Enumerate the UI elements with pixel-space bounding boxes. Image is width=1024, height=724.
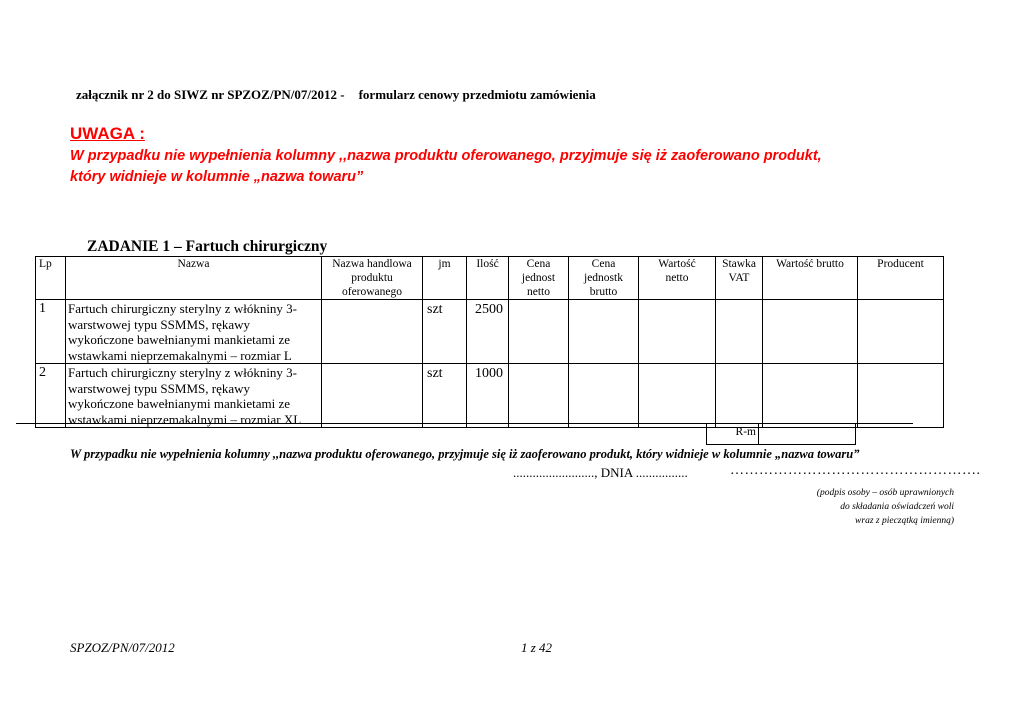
cell-wartosc-brutto[interactable]	[763, 364, 858, 428]
header-line: brutto	[589, 286, 618, 298]
task-title: ZADANIE 1 – Fartuch chirurgiczny	[87, 238, 328, 255]
document-header	[76, 87, 596, 103]
header-ilosc: Ilość	[467, 257, 509, 300]
caption-line: do składania oświadczeń woli	[840, 502, 954, 512]
cell-cena-netto[interactable]	[509, 364, 569, 428]
signature-caption	[760, 486, 954, 528]
description-line: wstawkami nieprzemakalnymi – rozmiar XL	[68, 411, 302, 427]
table-row	[36, 300, 944, 364]
description-line: warstwowej typu SSMMS, rękawy	[68, 316, 250, 332]
signature-line: …………………………………………….	[730, 463, 981, 478]
caption-line: (podpis osoby – osób uprawnionych	[816, 488, 954, 498]
summary-label	[706, 423, 759, 445]
cell-jm: szt	[423, 300, 467, 364]
header-stawka-vat	[716, 257, 763, 300]
cell-nazwa	[66, 300, 322, 364]
header-line: jednostk	[584, 272, 623, 284]
cell-lp: 1	[36, 300, 66, 364]
header-line: VAT	[728, 272, 750, 284]
footer-doc-number: SPZOZ/PN/07/2012	[70, 640, 175, 655]
cell-nazwa	[66, 364, 322, 428]
table-row	[36, 364, 944, 428]
header-jm: jm	[423, 257, 467, 300]
cell-lp: 2	[36, 364, 66, 428]
header-line: oferowanego	[341, 286, 403, 298]
warning-title: UWAGA :	[70, 124, 145, 143]
header-line: Stawka	[722, 258, 756, 270]
header-line: Cena	[526, 258, 551, 270]
footer-page-number: 1 z 42	[521, 640, 553, 655]
header-line: Nazwa handlowa	[332, 258, 412, 270]
description-line: warstwowej typu SSMMS, rękawy	[68, 380, 250, 396]
header-nazwa: Nazwa	[66, 257, 322, 300]
cell-cena-brutto[interactable]	[569, 364, 639, 428]
price-table	[35, 256, 944, 428]
summary-row	[706, 423, 854, 445]
cell-wartosc-brutto[interactable]	[763, 300, 858, 364]
footnote: W przypadku nie wypełnienia kolumny ,,nazwa produktu oferowanego, przyjmuje się iż zaoferowano produkt, który widnieje w kolumnie „nazwa towaru”	[70, 447, 860, 461]
header-line: netto	[665, 272, 689, 284]
cell-cena-netto[interactable]	[509, 300, 569, 364]
cell-nazwa-handlowa[interactable]	[322, 300, 423, 364]
cell-stawka-vat[interactable]	[716, 300, 763, 364]
header-producent: Producent	[858, 257, 944, 300]
header-lp: Lp	[36, 257, 66, 300]
header-line: produktu	[351, 272, 393, 284]
cell-stawka-vat[interactable]	[716, 364, 763, 428]
description-line: wykończone bawełnianymi mankietami ze	[68, 396, 291, 411]
caption-line: wraz z pieczątką imienną)	[855, 516, 954, 526]
header-wartosc-brutto: Wartość brutto	[763, 257, 858, 300]
warning-line-1: W przypadku nie wypełnienia kolumny ,,nazwa produktu oferowanego, przyjmuje się iż zaoferowano produkt,	[70, 148, 822, 164]
header-form-title: formularz cenowy przedmiotu zamówienia	[358, 87, 596, 102]
summary-label-text: R-m	[735, 426, 756, 438]
warning-line-2: który widnieje w kolumnie „nazwa towaru”	[70, 169, 364, 185]
header-attachment-ref: załącznik nr 2 do SIWZ nr SPZOZ/PN/07/2012 -	[76, 87, 345, 102]
header-nazwa-handlowa	[322, 257, 423, 300]
summary-value-cell[interactable]	[758, 423, 856, 445]
cell-wartosc-netto[interactable]	[639, 364, 716, 428]
cell-nazwa-handlowa[interactable]	[322, 364, 423, 428]
table-header-row	[36, 257, 944, 300]
header-line: Wartość	[658, 258, 696, 270]
place-date-line: ........................., DNIA ................	[513, 465, 688, 480]
description-line: Fartuch chirurgiczny sterylny z włókniny 3-	[68, 365, 298, 380]
description-line: Fartuch chirurgiczny sterylny z włókniny 3-	[68, 301, 298, 316]
header-wartosc-netto	[639, 257, 716, 300]
cell-producent[interactable]	[858, 300, 944, 364]
header-line: Cena	[591, 258, 616, 270]
cell-cena-brutto[interactable]	[569, 300, 639, 364]
warning-text	[70, 146, 970, 188]
cell-ilosc: 1000	[467, 364, 509, 428]
cell-wartosc-netto[interactable]	[639, 300, 716, 364]
header-cena-brutto	[569, 257, 639, 300]
description-line: wykończone bawełnianymi mankietami ze	[68, 332, 291, 347]
cell-producent[interactable]	[858, 364, 944, 428]
header-line: netto	[527, 286, 550, 298]
cell-ilosc: 2500	[467, 300, 509, 364]
description-line: wstawkami nieprzemakalnymi – rozmiar L	[68, 347, 292, 363]
header-line: jednost	[521, 272, 556, 284]
cell-jm: szt	[423, 364, 467, 428]
header-cena-netto	[509, 257, 569, 300]
